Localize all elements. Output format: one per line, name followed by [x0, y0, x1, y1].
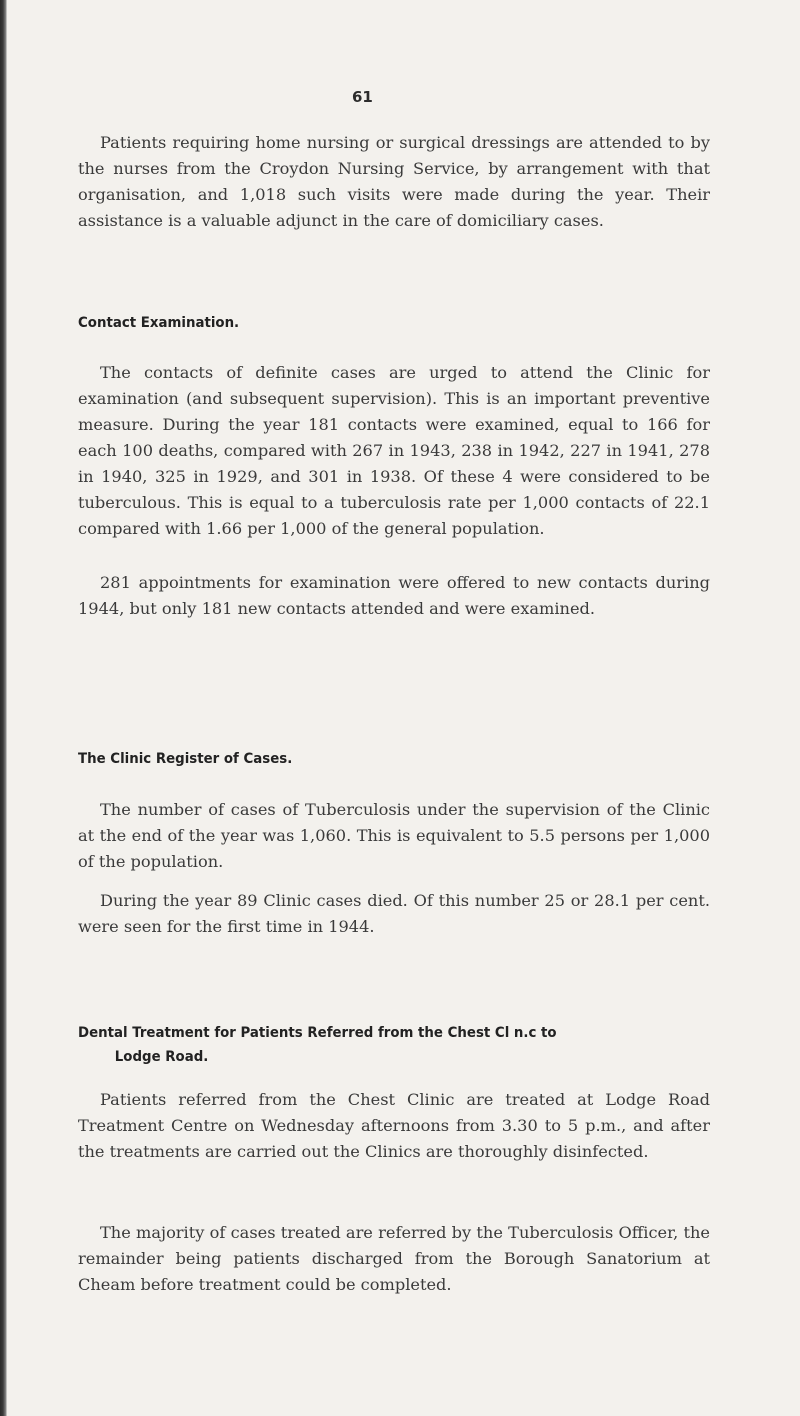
- section-paragraph: 281 appointments for examination were offered to new contacts during 1944, but only 181 new contacts attended and were examined.: [78, 573, 710, 618]
- section-dental-treatment: [78, 1021, 710, 1069]
- section-contact-examination: [78, 311, 710, 335]
- section-paragraph: The number of cases of Tuberculosis under the supervision of the Clinic at the end of the year was 1,060. This is equivalent to 5.5 persons per 1,000 of the population.: [78, 800, 710, 871]
- section-clinic-register-body-2: [78, 888, 710, 940]
- section-heading: [78, 1021, 659, 1069]
- intro-paragraph: Patients requiring home nursing or surgical dressings are attended to by the nurses from the Croydon Nursing Service, by arrangement with that organisation, and 1,018 such visits were made during the year. Their assistance is a valuable adjunct in the care of domiciliary cases.: [78, 133, 710, 230]
- section-dental-treatment-body-2: [78, 1220, 710, 1298]
- section-clinic-register-body: [78, 797, 710, 875]
- section-paragraph: During the year 89 Clinic cases died. Of this number 25 or 28.1 per cent. were seen for the first time in 1944.: [78, 891, 710, 936]
- binding-edge: [0, 0, 7, 1416]
- section-heading-line-2: Lodge Road.: [114, 1049, 209, 1065]
- section-paragraph: Patients referred from the Chest Clinic are treated at Lodge Road Treatment Centre on Wednesday afternoons from 3.30 to 5 p.m., and after the treatments are carried out the Clinics are thoroughly disinfected.: [78, 1090, 710, 1161]
- section-contact-examination-body-2: [78, 570, 710, 622]
- section-paragraph: The contacts of definite cases are urged to attend the Clinic for examination (and subsequent supervision). This is an important preventive measure. During the year 181 contacts were examined, equal to 166 for each 100 deaths, compared with 267 in 1943, 238 in 1942, 227 in 1941, 278 in 1940, 325 in 1929, and 301 in 1938. Of these 4 were considered to be tuberculous. This is equal to a tuberculosis rate per 1,000 contacts of 22.1 compared with 1.66 per 1,000 of the general population.: [78, 363, 710, 538]
- page-number: 61: [352, 88, 373, 106]
- section-dental-treatment-body: [78, 1087, 710, 1165]
- section-heading: Contact Examination.: [78, 315, 240, 331]
- intro-block: [78, 130, 710, 234]
- section-clinic-register: [78, 747, 710, 771]
- section-contact-examination-body: [78, 360, 710, 542]
- section-paragraph: The majority of cases treated are referred by the Tuberculosis Officer, the remainder being patients discharged from the Borough Sanatorium at Cheam before treatment could be completed.: [78, 1223, 710, 1294]
- section-heading: The Clinic Register of Cases.: [78, 751, 293, 767]
- section-heading-line-1: Dental Treatment for Patients Referred from the Chest Cl n.c to: [78, 1025, 557, 1041]
